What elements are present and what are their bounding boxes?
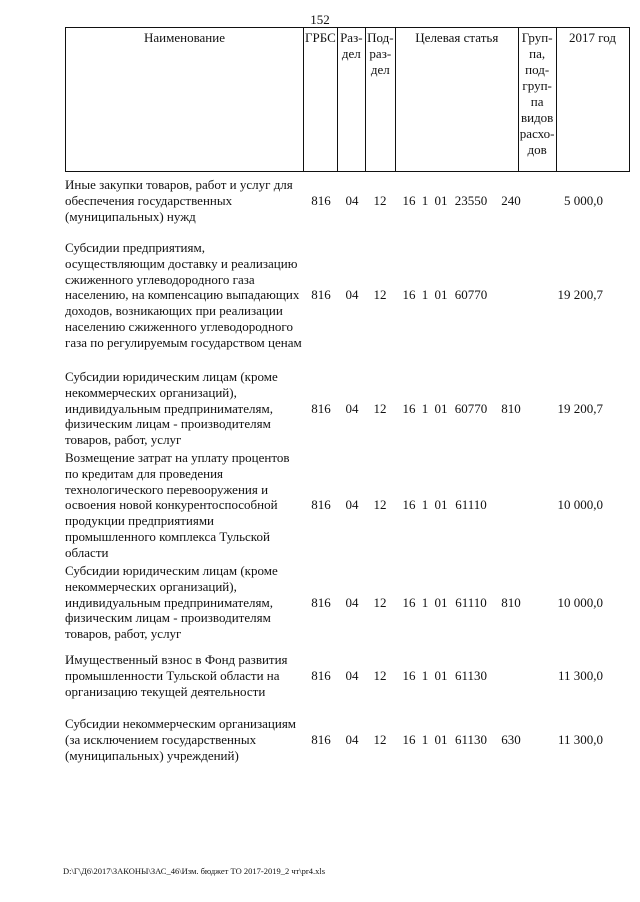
target-direction-cell: 60770 [454,287,488,303]
target-subprogram-cell: 1 [421,594,429,610]
expense-group-cell: 630 [501,731,521,747]
row-name-line: (за исключением государственных [65,731,257,747]
header-target: Целевая статья [395,28,518,172]
row-name [65,177,305,224]
podrazdel-cell: 12 [373,594,387,610]
row-name [65,240,305,351]
podrazdel-cell: 12 [373,731,387,747]
target-program-cell: 16 [402,192,416,208]
razdel-cell: 04 [345,400,359,416]
row-name-line: промышленности Тульской области на [65,667,280,683]
target-direction-cell: 61130 [454,667,488,683]
row-name-line: Субсидии юридическим лицам (кроме [65,563,278,578]
grbs-cell: 816 [311,497,331,513]
podrazdel-cell: 12 [373,287,387,303]
page-number: 152 [310,12,330,27]
razdel-cell: 04 [345,594,359,610]
amount-cell: 11 300,0 [557,731,603,747]
header-group: Груп- па, под- груп- па видов расхо- дов [518,28,556,172]
razdel-cell: 04 [345,287,359,303]
row-name [65,450,305,561]
target-program-cell: 16 [402,287,416,303]
row-name-line: населению, на компенсацию выпадающих [65,287,300,303]
row-name-line: промышленного комплекса Тульской [65,528,270,544]
target-subprogram-cell: 1 [421,400,429,416]
row-name-line: (муниципальных) учреждений) [65,747,239,763]
expense-group-cell: 810 [501,594,521,610]
row-name [65,652,305,699]
target-program-cell: 16 [402,594,416,610]
row-name-line: обеспечения государственных [65,192,233,208]
grbs-cell: 816 [311,667,331,683]
target-event-cell: 01 [434,667,448,683]
podrazdel-cell: 12 [373,667,387,683]
row-name-line: физическим лицам - производителям [65,610,271,626]
row-name-line: области [65,544,109,560]
amount-cell: 19 200,7 [557,287,603,303]
row-name-line: некоммерческих организаций), [65,384,237,400]
target-program-cell: 16 [402,400,416,416]
row-name-line: населению сжиженного углеводородного [65,318,293,334]
podrazdel-cell: 12 [373,192,387,208]
target-direction-cell: 23550 [454,192,488,208]
razdel-cell: 04 [345,497,359,513]
row-name-line: (муниципальных) нужд [65,208,196,224]
row-name-line: Субсидии предприятиям, [65,240,205,255]
target-program-cell: 16 [402,497,416,513]
header-grbs: ГРБС [304,28,338,172]
target-event-cell: 01 [434,400,448,416]
expense-group-cell: 810 [501,400,521,416]
amount-cell: 10 000,0 [557,497,603,513]
row-name-line: сжиженного углеводородного газа [65,271,255,287]
row-name-line: Иные закупки товаров, работ и услуг для [65,177,293,192]
row-name-line: осуществляющим доставку и реализацию [65,255,298,271]
row-name-line: продукции предприятиями [65,513,214,529]
row-name-line: некоммерческих организаций), [65,578,237,594]
target-program-cell: 16 [402,731,416,747]
podrazdel-cell: 12 [373,497,387,513]
row-name-line: организацию текущей деятельности [65,683,266,699]
row-name-line: Возмещение затрат на уплату процентов [65,450,290,465]
grbs-cell: 816 [311,731,331,747]
file-path-footer: D:\Г\Д6\2017\ЗАКОНЫ\ЗАС_46\Изм. бюджет ТО 2017-2019_2 чт\pr4.xls [63,866,326,876]
target-direction-cell: 61110 [455,497,487,513]
grbs-cell: 816 [311,594,331,610]
razdel-cell: 04 [345,731,359,747]
amount-cell: 19 200,7 [557,400,603,416]
target-subprogram-cell: 1 [421,497,429,513]
target-direction-cell: 61130 [454,731,488,747]
grbs-cell: 816 [311,400,331,416]
header-name: Наименование [66,28,304,172]
amount-cell: 5 000,0 [564,192,603,208]
amount-cell: 11 300,0 [557,667,603,683]
target-event-cell: 01 [434,594,448,610]
amount-cell: 10 000,0 [557,594,603,610]
row-name-line: Субсидии юридическим лицам (кроме [65,369,278,384]
target-event-cell: 01 [434,192,448,208]
header-year: 2017 год [556,28,629,172]
target-event-cell: 01 [434,287,448,303]
target-subprogram-cell: 1 [421,731,429,747]
row-name-line: технологического перевооружения и [65,481,269,497]
header-podrazdel: Под- раз- дел [365,28,395,172]
target-program-cell: 16 [402,667,416,683]
target-event-cell: 01 [434,497,448,513]
target-direction-cell: 61110 [455,594,487,610]
target-event-cell: 01 [434,731,448,747]
row-name-line: физическим лицам - производителям [65,416,271,432]
row-name [65,716,305,763]
target-subprogram-cell: 1 [421,192,429,208]
grbs-cell: 816 [311,287,331,303]
row-name-line: индивидуальным предпринимателям, [65,594,273,610]
row-name-line: Субсидии некоммерческим организациям [65,716,297,731]
target-direction-cell: 60770 [454,400,488,416]
header-razdel: Раз- дел [337,28,365,172]
expense-group-cell: 240 [501,192,521,208]
row-name-line: товаров, работ, услуг [65,432,182,448]
table-header [65,27,630,172]
target-subprogram-cell: 1 [421,287,429,303]
row-name-line: по кредитам для проведения [65,465,224,481]
row-name-line: освоения новой конкурентоспособной [65,497,278,513]
row-name-line: Имущественный взнос в Фонд развития [65,652,288,667]
grbs-cell: 816 [311,192,331,208]
row-name [65,369,305,448]
row-name-line: газа по регулируемым государством ценам [65,334,302,350]
target-subprogram-cell: 1 [421,667,429,683]
row-name [65,563,305,642]
razdel-cell: 04 [345,192,359,208]
podrazdel-cell: 12 [373,400,387,416]
row-name-line: доходов, возникающих при реализации [65,303,283,319]
razdel-cell: 04 [345,667,359,683]
row-name-line: индивидуальным предпринимателям, [65,400,273,416]
row-name-line: товаров, работ, услуг [65,626,182,642]
